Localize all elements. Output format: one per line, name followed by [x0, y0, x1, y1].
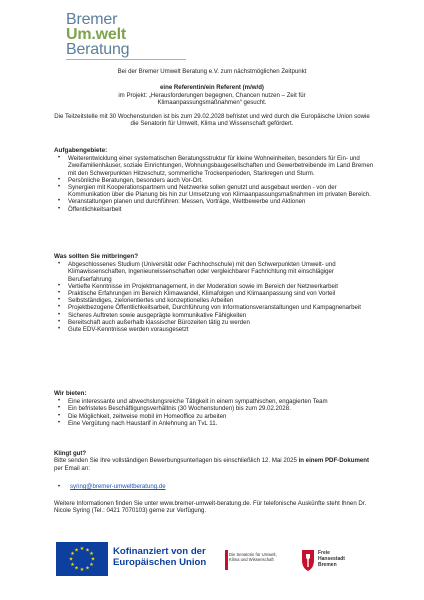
logo-line-3: Beratung — [66, 41, 130, 58]
tasks-section — [54, 147, 374, 213]
tasks-heading: Aufgabengebiete: — [54, 147, 108, 154]
apply-heading: Klingt gut? — [54, 450, 87, 457]
list-item: • Synergien mit Kooperationspartnern und Netzwerke sollen genutzt und ausgebaut werden - von der Kommunikation über die Planung bis hin zur Umsetzung von Klimaanpassungsmaßnahmen im privaten Bereich. — [54, 184, 374, 198]
requirements-list — [54, 261, 374, 333]
list-item: • Eine interessante und abwechslungsreiche Tätigkeit in einem sympathischen, engagierten Team — [54, 398, 374, 405]
offer-heading: Wir bieten: — [54, 390, 87, 397]
apply-text-bold: in einem PDF-Dokument — [298, 457, 370, 465]
svg-text:★: ★ — [70, 551, 75, 557]
project-line-2: Klimaanpassungsmaßnahmen“ gesucht. — [157, 99, 267, 106]
svg-text:★: ★ — [90, 556, 96, 563]
svg-text:★: ★ — [74, 547, 79, 554]
email-link[interactable]: syring@bremer-umweltberatung.de — [70, 483, 166, 490]
svg-text:★: ★ — [79, 567, 85, 573]
bremen-line-1: Freie — [318, 550, 330, 556]
contact-info: Weitere Informationen finden Sie unter www.bremer-umwelt-beratung.de. Für telefonische Auskünfte steht Ihnen Dr. Nicole Syring (Tel.: 0421 7070103) gerne zur Verfügung. — [54, 500, 367, 515]
bremen-crest-icon — [300, 548, 316, 572]
list-item: • Abgeschlossenes Studium (Universität oder Fachhochschule) mit den Schwerpunkten Umwelt- und Klimawissenschaften, Ingenieurwissenschaften oder vergleichbarer Fachrichtung mit einschlägiger Berufserfahrung — [54, 261, 374, 283]
apply-text-start: Bitte senden Sie Ihre vollständigen Bewerbungsunterlagen bis einschließlich 12. Mai 2025 — [54, 457, 299, 465]
logo-line-1: Bremer — [66, 11, 118, 28]
bremen-line-2: Hansestadt — [318, 556, 345, 562]
email-line — [54, 483, 166, 490]
project-line-1: im Projekt: „Herausforderungen begegnen, Chancen nutzen – Zeit für — [118, 92, 306, 99]
eu-line-1: Kofinanziert von der — [113, 546, 206, 557]
logo-line-2: Um.welt — [66, 26, 126, 43]
list-item: • Die Möglichkeit, zeitweise mobil im Homeoffice zu arbeiten — [54, 413, 374, 420]
list-item: • Selbstständiges, zielorientiertes und konzeptionelles Arbeiten — [54, 297, 374, 304]
list-item: • Praktische Erfahrungen im Bereich Klimawandel, Klimafolgen und Klimaanpassung sind von Vorteil — [54, 290, 374, 297]
parttime-description: Die Teilzeitstelle mit 30 Wochenstunden ist bis zum 29.02.2028 befristet und wird durch die Europäische Union sowie die Senatorin für Umwelt, Klima und Wissenschaft gefördert. — [54, 113, 370, 128]
list-item: • Öffentlichkeitsarbeit — [54, 206, 374, 213]
svg-text:★: ★ — [70, 562, 75, 568]
bremen-label — [318, 550, 345, 568]
apply-text — [54, 457, 374, 472]
requirements-heading: Was sollten Sie mitbringen? — [54, 253, 139, 260]
list-item: • Vertiefte Kenntnisse im Projektmanagement, in der Moderation sowie im Bereich der Netzwerkarbeit — [54, 283, 374, 290]
bremen-line-3: Bremen — [318, 562, 337, 568]
offer-section — [54, 390, 374, 427]
svg-text:★: ★ — [68, 556, 74, 563]
apply-section — [54, 450, 374, 472]
offer-list — [54, 398, 374, 427]
list-item: • Eine Vergütung nach Haustarif in Anlehnung an TvL 11. — [54, 420, 374, 427]
logo-um: Um — [66, 26, 92, 43]
svg-text:★: ★ — [85, 547, 90, 554]
position-title: eine Referentin/ein Referent (m/w/d) — [160, 84, 264, 91]
senate-label — [229, 552, 277, 562]
eu-flag-icon — [56, 542, 108, 576]
eu-cofinanced-label — [113, 547, 206, 568]
list-item: • Projektbezogene Öffentlichkeitsarbeit, Durchführung von Informationsveranstaltungen und Kampagnenarbeit — [54, 304, 374, 311]
intro-text: Bei der Bremer Umwelt Beratung e.V. zum nächstmöglichen Zeitpunkt — [117, 68, 307, 75]
bullet-icon: • — [58, 483, 61, 490]
requirements-section — [54, 253, 374, 333]
senate-line-2: Klima und Wissenschaft — [229, 557, 274, 563]
svg-text:★: ★ — [89, 562, 94, 568]
list-item: • Veranstaltungen planen und durchführen: Messen, Vorträge, Wettbewerbe und Aktionen — [54, 198, 374, 205]
svg-text:★: ★ — [89, 551, 94, 557]
tasks-list — [54, 155, 374, 213]
list-item: • Gute EDV-Kenntnisse werden vorausgesetzt — [54, 326, 374, 333]
bremer-umwelt-beratung-logo — [66, 12, 176, 57]
list-item: • Sicheres Auftreten sowie ausgeprägte kommunikative Fähigkeiten — [54, 312, 374, 319]
apply-text-end: per Email an: — [54, 464, 90, 472]
list-item: • Ein befristetes Beschäftigungsverhältnis (30 Wochenstunden) bis zum 29.02.2028. — [54, 405, 374, 412]
eu-line-2: Europäischen Union — [113, 556, 207, 568]
list-item: • Bereitschaft auch außerhalb klassischer Bürozeiten tätig zu werden — [54, 319, 374, 326]
senate-line-1: Die Senatorin für Umwelt, — [229, 552, 277, 557]
list-item: • Persönliche Beratungen, besonders auch Vor-Ort. — [54, 177, 374, 184]
svg-text:★: ★ — [74, 565, 79, 572]
header-divider — [66, 59, 186, 60]
svg-text:★: ★ — [79, 546, 85, 552]
list-item: • Weiterentwicklung einer systematischen Beratungsstruktur für kleine Wohneinheiten, besonders für Ein- und Zweifamilienhäuser, soziale Einrichtungen, Wohnungsbaugesellschaften und Gewerbetreibende im Land Bremen mit den Schwerpunkten Hitzeschutz, sommerliche Trockenperioden, Starkregen und Sturm. — [54, 155, 374, 177]
svg-text:★: ★ — [85, 565, 90, 572]
logo-welt: welt — [95, 26, 126, 43]
